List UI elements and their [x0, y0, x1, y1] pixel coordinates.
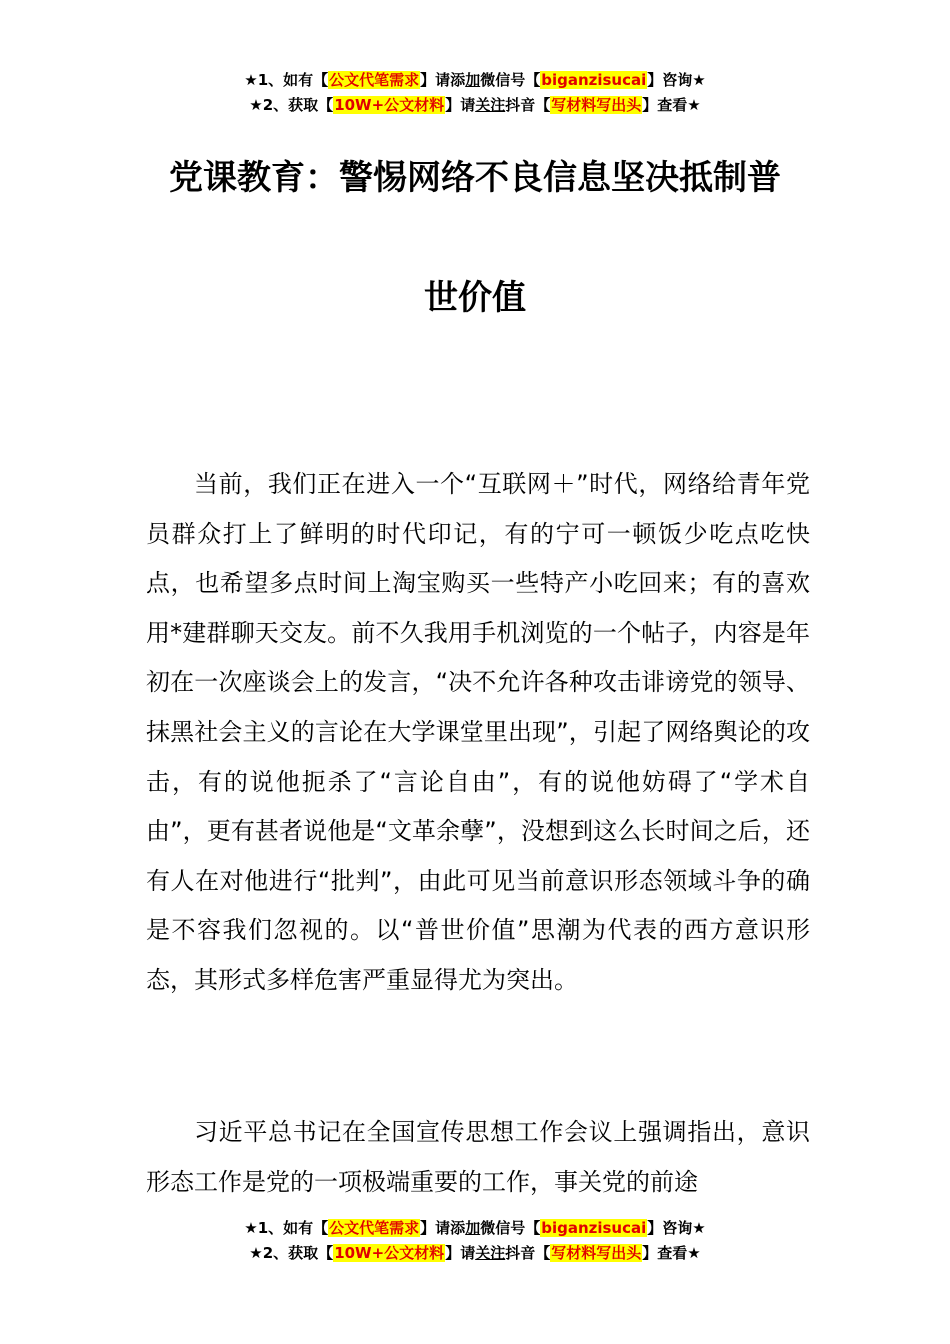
banner-line-1	[0, 68, 950, 93]
banner-highlight: 10W+公文材料	[334, 1244, 445, 1262]
banner-underlined-text: 关注	[475, 1244, 506, 1262]
body-paragraph: 当前，我们正在进入一个“互联网＋”时代，网络给青年党员群众打上了鲜明的时代印记，有的宁可一顿饭少吃点吃快点，也希望多点时间上淘宝购买一些特产小吃回来；有的喜欢用*建群聊天交友。前不久我用手机浏览的一个帖子，内容是年初在一次座谈会上的发言，“决不允许各种攻击诽谤党的领导、抹黑社会主义的言论在大学课堂里出现”，引起了网络舆论的攻击，有的说他扼杀了“言论自由”，有的说他妨碍了“学术自由”，更有甚者说他是“文革余孽”，没想到这么长时间之后，还有人在对他进行“批判”，由此可见当前意识形态领域斗争的确是不容我们忽视的。以“普世价值”思潮为代表的西方意识形态，其形式多样危害严重显得尤为突出。	[146, 470, 810, 994]
document-title-line-1: 党课教育：警惕网络不良信息坚决抵制普	[169, 158, 781, 198]
banner-text: 】查看★	[642, 1244, 701, 1262]
banner-text: 】查看★	[642, 96, 701, 114]
banner-highlight: 10W+公文材料	[334, 96, 445, 114]
banner-highlight: biganzisucai	[541, 1219, 647, 1237]
banner-underlined-text: 关注	[475, 96, 506, 114]
banner-line-2	[0, 93, 950, 118]
banner-highlight: biganzisucai	[541, 71, 647, 89]
banner-text: 】咨询★	[647, 1219, 706, 1237]
footer-banner	[0, 1216, 950, 1266]
banner-text: 微信号【	[480, 1219, 541, 1237]
banner-highlight: 写材料写出头	[551, 96, 642, 114]
banner-text: 】请	[445, 96, 476, 114]
banner-highlight: 公文代笔需求	[329, 71, 420, 89]
body-paragraph: 习近平总书记在全国宣传思想工作会议上强调指出，意识形态工作是党的一项极端重要的工作，事关党的前途	[146, 1118, 810, 1196]
banner-text: ★1、如有【	[244, 1219, 329, 1237]
banner-text: 】请	[445, 1244, 476, 1262]
banner-text: ★2、获取【	[249, 96, 334, 114]
banner-underlined-text: 加	[465, 71, 481, 89]
banner-text: ★2、获取【	[249, 1244, 334, 1262]
banner-text: ★1、如有【	[244, 71, 329, 89]
banner-line-1	[0, 1216, 950, 1241]
banner-underlined-text: 加	[465, 1219, 481, 1237]
banner-text: 微信号【	[480, 71, 541, 89]
banner-highlight: 写材料写出头	[551, 1244, 642, 1262]
document-title-line-2: 世价值	[424, 278, 526, 318]
banner-line-2	[0, 1241, 950, 1266]
banner-text: 】咨询★	[647, 71, 706, 89]
banner-text: 抖音【	[505, 96, 551, 114]
header-banner	[0, 68, 950, 118]
banner-text: 】请添	[420, 71, 466, 89]
banner-highlight: 公文代笔需求	[329, 1219, 420, 1237]
banner-text: 抖音【	[505, 1244, 551, 1262]
banner-text: 】请添	[420, 1219, 466, 1237]
